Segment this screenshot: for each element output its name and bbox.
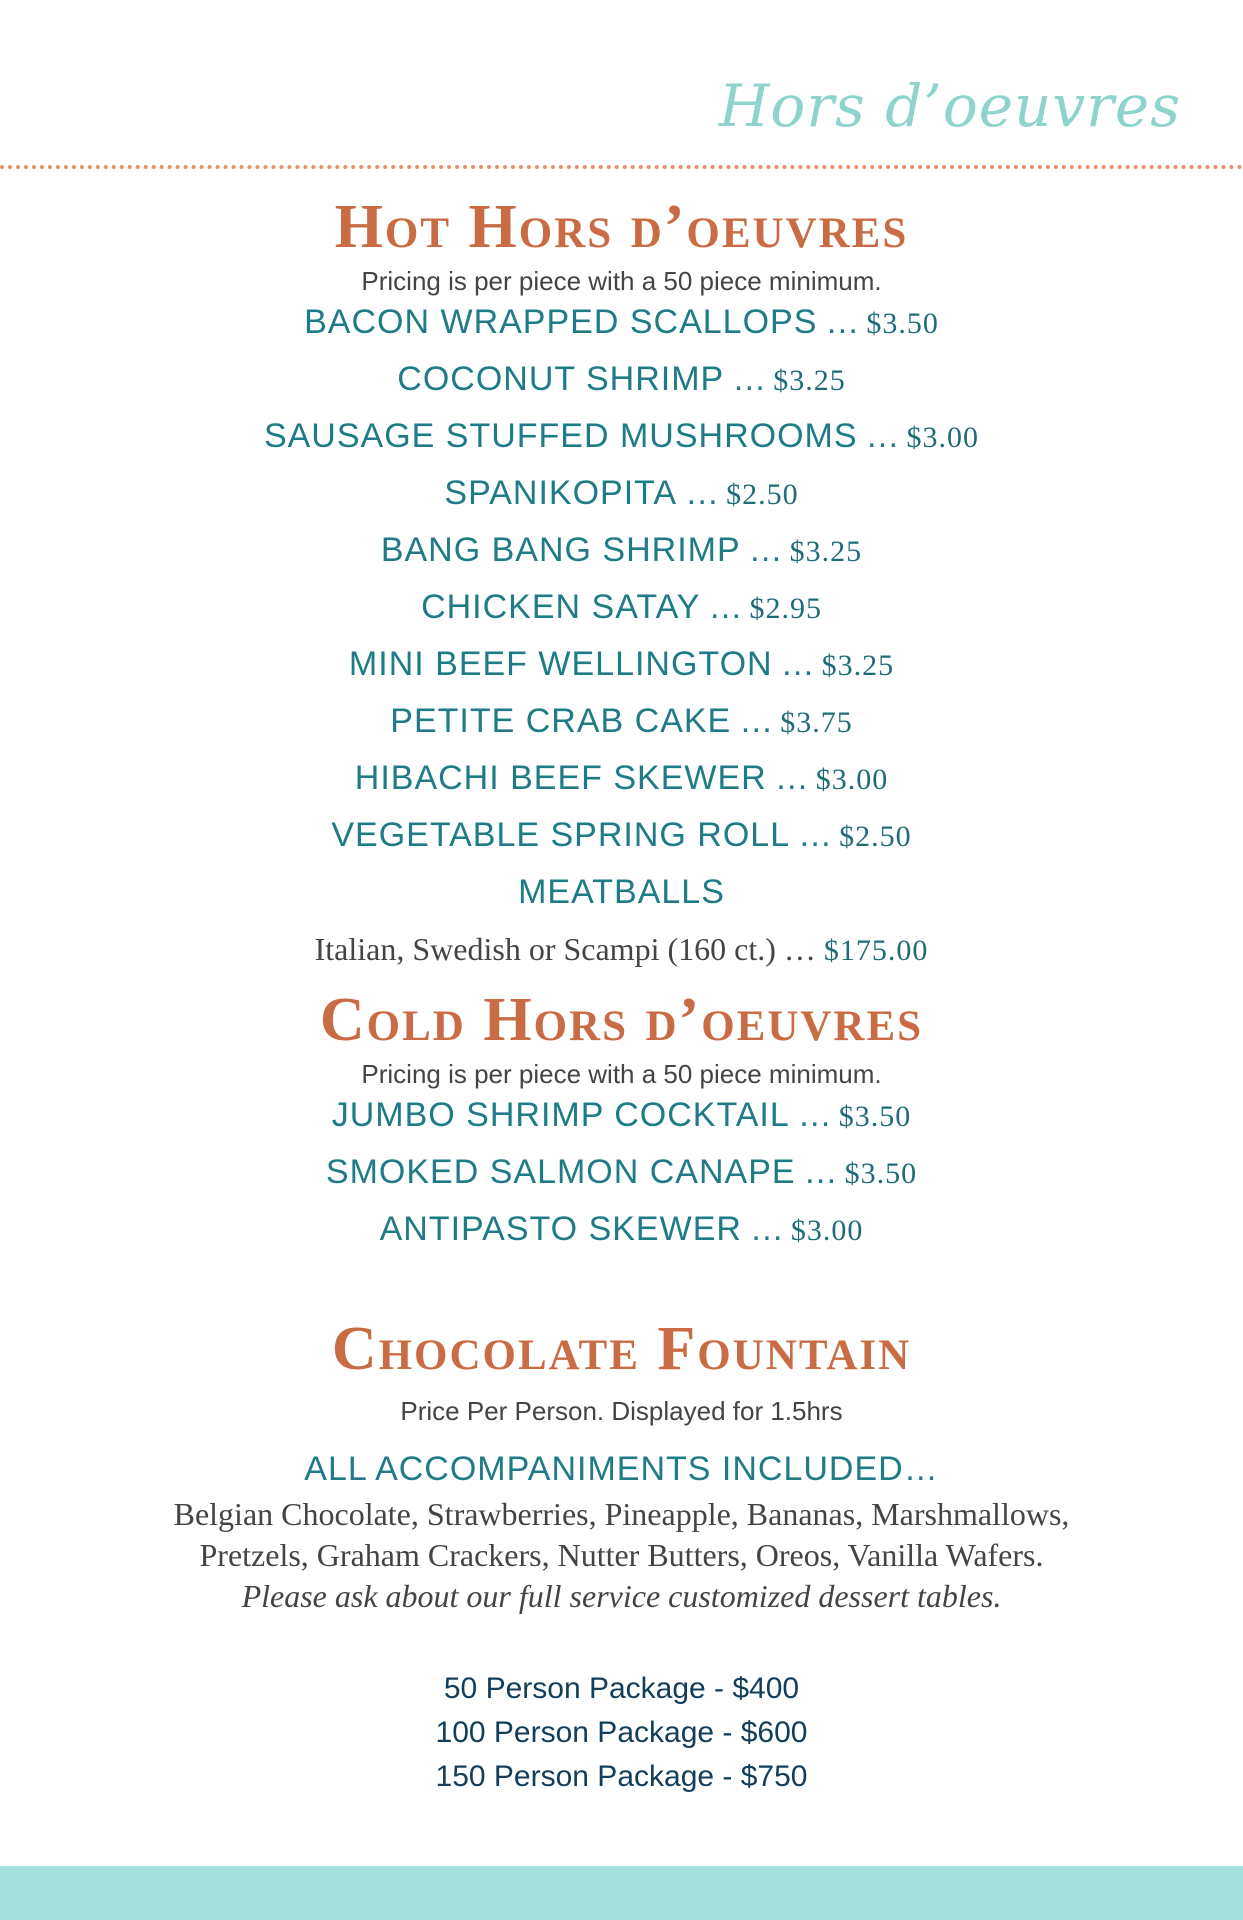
menu-item-separator: …: [780, 645, 816, 683]
menu-item: [0, 693, 1243, 750]
dessert-tables-note: Please ask about our full service customized dessert tables.: [241, 1578, 1002, 1614]
accompaniments-title: ALL ACCOMPANIMENTS INCLUDED…: [304, 1450, 939, 1488]
menu-item-separator: …: [803, 1153, 839, 1191]
menu-item-price: $3.00: [790, 1214, 864, 1247]
menu-item-price: $2.50: [726, 478, 799, 511]
menu-item-separator: …: [708, 588, 744, 626]
menu-item-separator: …: [748, 531, 784, 569]
menu-item: [0, 351, 1243, 408]
hot-menu-list: [0, 294, 1243, 978]
menu-item-name: COCONUT SHRIMP: [397, 360, 725, 398]
menu-item-separator: …: [749, 1210, 785, 1248]
dotted-divider: [0, 165, 1243, 169]
menu-item-price: $3.50: [844, 1157, 918, 1190]
menu-item-separator: …: [798, 816, 834, 854]
menu-item: [0, 807, 1243, 864]
menu-item-separator: …: [783, 931, 816, 967]
menu-item-separator: …: [732, 360, 768, 398]
menu-item-price: $3.00: [906, 421, 980, 454]
accompaniments-line-2: Pretzels, Graham Crackers, Nutter Butters, Oreos, Vanilla Wafers.: [199, 1537, 1044, 1573]
menu-item-price: $3.50: [838, 1100, 912, 1133]
package-item: 100 Person Package - $600: [435, 1716, 808, 1749]
accompaniments-line-1: Belgian Chocolate, Strawberries, Pineapple, Bananas, Marshmallows,: [173, 1496, 1070, 1532]
cold-subtitle: Pricing is per piece with a 50 piece minimum.: [361, 1059, 882, 1089]
menu-item-separator: …: [825, 303, 861, 341]
menu-item-price: $3.00: [815, 763, 889, 796]
menu-item: [0, 750, 1243, 807]
menu-item-name: BACON WRAPPED SCALLOPS: [304, 303, 818, 341]
menu-item-separator: …: [797, 1096, 833, 1134]
menu-item-name: BANG BANG SHRIMP: [380, 531, 741, 569]
menu-item-name: SPANIKOPITA: [444, 474, 678, 512]
menu-item-name: MEATBALLS: [518, 873, 725, 911]
menu-item: [0, 579, 1243, 636]
package-list: [0, 1667, 1243, 1799]
cold-menu-list: [0, 1087, 1243, 1258]
menu-item: [0, 636, 1243, 693]
fountain-section: [0, 1315, 1243, 1617]
meatballs-price: $175.00: [823, 934, 929, 967]
menu-item-price: $3.25: [773, 364, 846, 397]
hot-heading: Hot Hors d’oeuvres: [334, 193, 909, 261]
menu-item-name: MINI BEEF WELLINGTON: [348, 645, 773, 683]
menu-item: [0, 1201, 1243, 1258]
menu-item-name: HIBACHI BEEF SKEWER: [354, 759, 767, 797]
menu-item-price: $2.50: [839, 820, 912, 853]
menu-item-name: CHICKEN SATAY: [421, 588, 701, 626]
page-script-title: Hors d’oeuvres: [718, 72, 1181, 140]
menu-item-price: $3.25: [789, 535, 863, 568]
menu-item-price: $3.25: [821, 649, 895, 682]
meatballs-description-line: [0, 921, 1243, 978]
footer-band: [0, 1866, 1243, 1920]
package-item: 50 Person Package - $400: [443, 1672, 800, 1705]
menu-item-separator: …: [685, 474, 721, 512]
cold-heading: Cold Hors d’oeuvres: [319, 986, 924, 1054]
hot-section: [0, 193, 1243, 296]
menu-item: [0, 408, 1243, 465]
cold-section: [0, 986, 1243, 1089]
meatballs-item: [0, 864, 1243, 921]
menu-item: [0, 465, 1243, 522]
menu-item: [0, 294, 1243, 351]
menu-item-price: $2.95: [749, 592, 822, 625]
menu-item-name: SMOKED SALMON CANAPE: [325, 1153, 796, 1191]
menu-item-name: ANTIPASTO SKEWER: [379, 1210, 742, 1248]
package-item: 150 Person Package - $750: [435, 1760, 808, 1793]
menu-item-separator: …: [774, 759, 810, 797]
menu-item: [0, 522, 1243, 579]
meatballs-description: Italian, Swedish or Scampi (160 ct.): [314, 931, 776, 967]
menu-item-name: JUMBO SHRIMP COCKTAIL: [331, 1096, 790, 1134]
fountain-subtitle: Price Per Person. Displayed for 1.5hrs: [400, 1396, 843, 1426]
fountain-heading: Chocolate Fountain: [331, 1315, 912, 1383]
menu-item-name: PETITE CRAB CAKE: [390, 702, 732, 740]
menu-item-price: $3.75: [780, 706, 853, 739]
menu-item-separator: …: [865, 417, 901, 455]
menu-item-name: SAUSAGE STUFFED MUSHROOMS: [263, 417, 858, 455]
menu-item-price: $3.50: [866, 307, 939, 340]
menu-item-name: VEGETABLE SPRING ROLL: [331, 816, 791, 854]
menu-item: [0, 1144, 1243, 1201]
menu-item-separator: …: [739, 702, 775, 740]
hot-subtitle: Pricing is per piece with a 50 piece minimum.: [361, 266, 882, 296]
menu-item: [0, 1087, 1243, 1144]
